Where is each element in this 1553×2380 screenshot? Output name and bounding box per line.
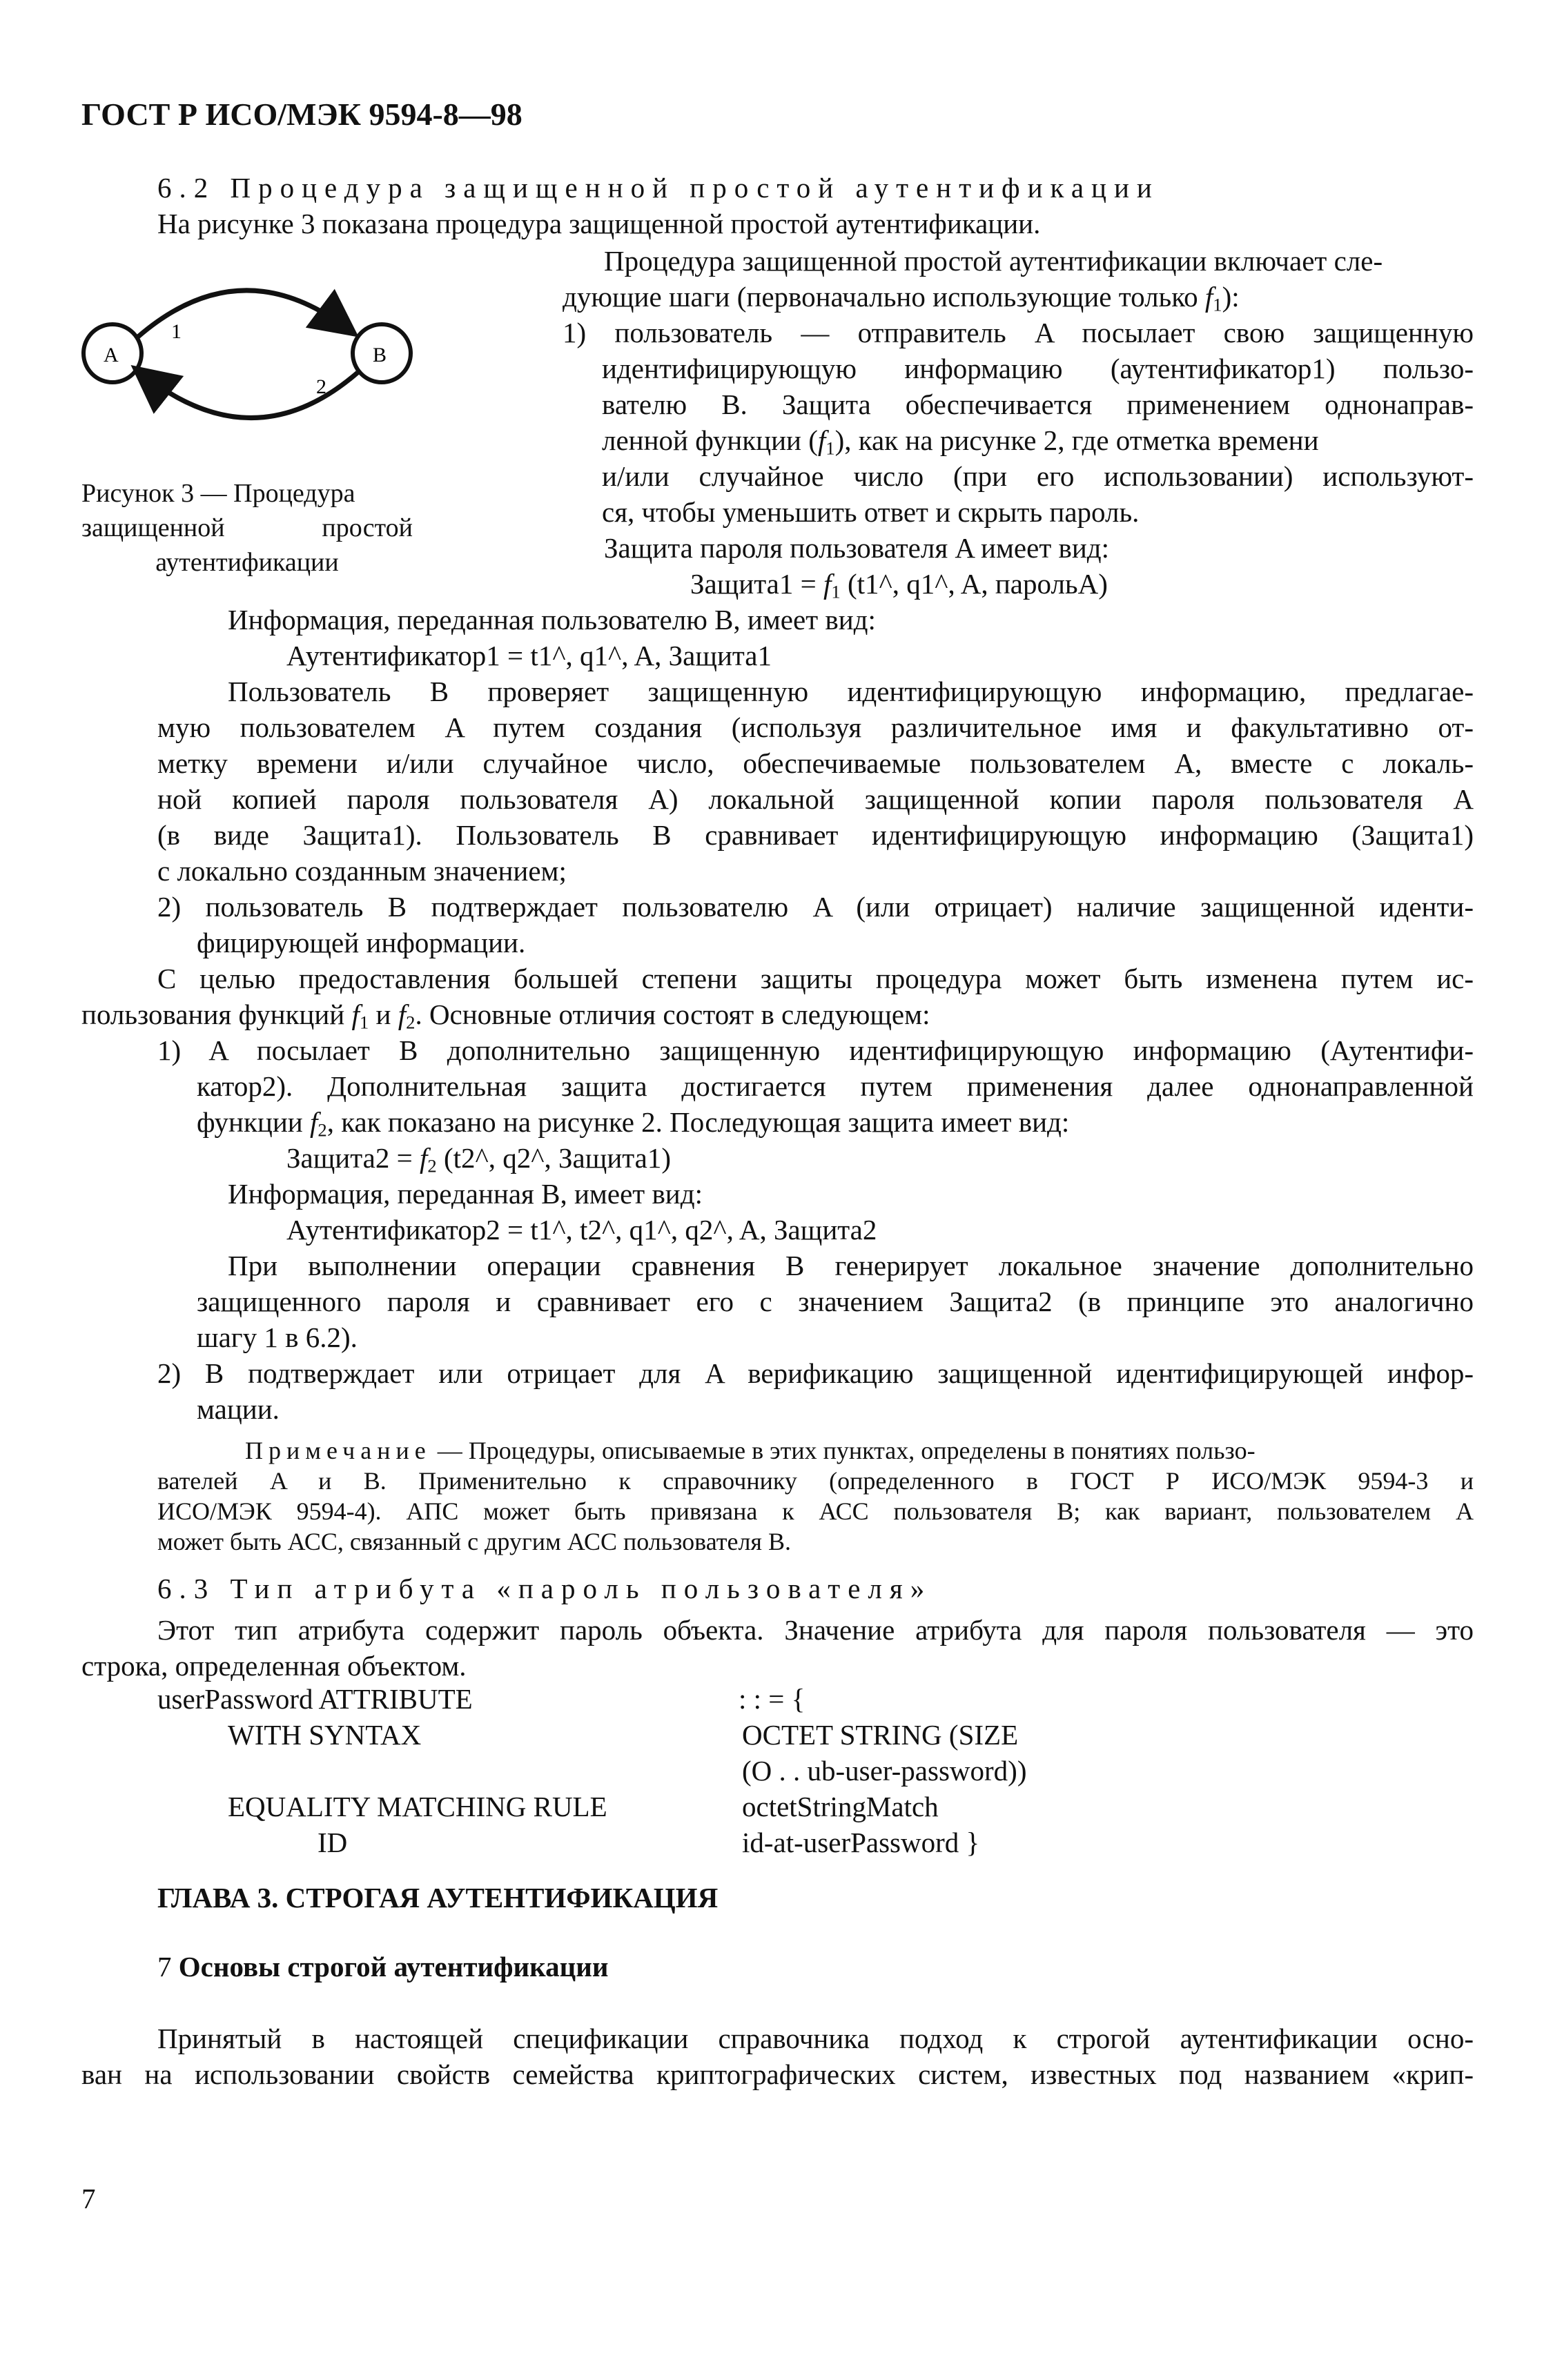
arrow-2-label: 2 <box>316 375 326 398</box>
func-f: f <box>398 999 407 1030</box>
asn-right: octetStringMatch <box>742 1791 939 1822</box>
section-6-2-heading: 6.2 Процедура защищенной простой аутентификации <box>157 172 1160 204</box>
asn-left: userPassword ATTRIBUTE <box>157 1683 473 1715</box>
note-line: вателей A и B. Применительно к справочнику (определенного в ГОСТ Р ИСО/МЭК 9594-3 и <box>157 1467 1474 1495</box>
text-line <box>81 996 930 1032</box>
node-b-label: B <box>373 344 387 366</box>
arrow-1 <box>138 291 347 337</box>
text-span: функции <box>197 1106 310 1138</box>
text-line: Принятый в настоящей спецификации справочника подход к строгой аутентификации осно- <box>157 2023 1474 2054</box>
text-line: мации. <box>197 1393 280 1425</box>
text-span: . Основные отличия состоят в следующем: <box>415 999 930 1030</box>
text-span: дующие шаги (первоначально использующие только <box>563 281 1205 313</box>
text-line: идентифицирующую информацию (аутентификатор1) пользо- <box>602 353 1474 384</box>
document-header: ГОСТ Р ИСО/МЭК 9594-8—98 <box>81 97 522 132</box>
text-line: ван на использовании свойств семейства криптографических систем, известных под названием «крип- <box>81 2058 1474 2090</box>
func-sub: 1 <box>831 581 841 602</box>
text-line: метку времени и/или случайное число, обеспечиваемые пользователем A, вместе с локаль- <box>157 747 1474 779</box>
text-line: Информация, переданная пользователю B, имеет вид: <box>228 604 876 636</box>
note-line: может быть АСС, связанный с другим АСС пользователя B. <box>157 1528 791 1555</box>
page-number: 7 <box>81 2183 96 2214</box>
asn-right: (O . . ub-user-password)) <box>742 1755 1027 1787</box>
figure-3-diagram <box>75 276 433 442</box>
chapter-3-heading: ГЛАВА 3. СТРОГАЯ АУТЕНТИФИКАЦИЯ <box>157 1882 719 1914</box>
caption-line: Рисунок 3 — Процедура <box>81 479 355 508</box>
text-line: Пользователь B проверяет защищенную идентифицирующую информацию, предлагае- <box>228 676 1474 707</box>
text-line: шагу 1 в 6.2). <box>197 1321 358 1353</box>
func-sub: 2 <box>406 1012 416 1033</box>
text-line: При выполнении операции сравнения B генерирует локальное значение дополнительно <box>228 1250 1474 1281</box>
text-line: ся, чтобы уменьшить ответ и скрыть пароль. <box>602 496 1140 528</box>
caption-line: аутентификации <box>155 548 339 577</box>
func-f: f <box>817 424 826 456</box>
text-span: ): <box>1222 281 1240 313</box>
section-7-heading <box>157 1949 608 1985</box>
func-f: f <box>823 568 832 600</box>
text-line: вателю B. Защита обеспечивается применением однонаправ- <box>602 389 1474 420</box>
formula-line <box>286 1140 671 1176</box>
text-span: и <box>369 999 398 1030</box>
func-f: f <box>420 1142 428 1174</box>
text-span: Основы строгой аутентификации <box>178 1951 609 1983</box>
text-line: Этот тип атрибута содержит пароль объекта. Значение атрибута для пароля пользователя — это <box>157 1614 1474 1646</box>
func-f: f <box>309 1106 318 1138</box>
text-line: защищенного пароля и сравнивает его с значением Защита2 (в принципе это аналогично <box>197 1286 1474 1317</box>
text-line: фицирующей информации. <box>197 927 526 958</box>
text-line <box>197 1104 1069 1140</box>
text-line: мую пользователем A путем создания (используя различительное имя и факультативно от- <box>157 711 1474 743</box>
func-sub: 2 <box>318 1119 327 1141</box>
text-line <box>602 422 1319 458</box>
section-6-2-intro: На рисунке 3 показана процедура защищенной простой аутентификации. <box>157 208 1041 239</box>
note-line <box>245 1435 1256 1466</box>
text-span: ), как на рисунке 2, где отметка времени <box>834 424 1319 456</box>
text-span: Защита1 = <box>690 568 823 600</box>
text-span: (t1^, q1^, A, парольA) <box>840 568 1108 600</box>
text-line: ной копией пароля пользователя A) локальной защищенной копии пароля пользователя A <box>157 783 1474 815</box>
text-span: ленной функции ( <box>602 424 818 456</box>
func-sub: 1 <box>359 1012 369 1033</box>
asn-left: EQUALITY MATCHING RULE <box>228 1791 607 1822</box>
text-line: строка, определенная объектом. <box>81 1650 467 1682</box>
text-line: Процедура защищенной простой аутентификации включает сле- <box>604 245 1383 277</box>
text-line: катор2). Дополнительная защита достигается путем применения далее однонаправленной <box>197 1070 1474 1102</box>
text-span: , как показано на рисунке 2. Последующая защита имеет вид: <box>326 1106 1070 1138</box>
func-sub: 2 <box>427 1155 437 1177</box>
asn-left: WITH SYNTAX <box>228 1719 422 1751</box>
asn-right: OCTET STRING (SIZE <box>742 1719 1019 1751</box>
func-sub: 1 <box>1213 294 1222 315</box>
note-label: Примечание <box>245 1437 431 1464</box>
node-a-label: A <box>104 344 119 366</box>
note-line: ИСО/МЭК 9594-4). АПС может быть привязана к АСС пользователя B; как вариант, пользователем A <box>157 1497 1474 1525</box>
text-line: Информация, переданная B, имеет вид: <box>228 1178 703 1210</box>
caption-line: защищенной простой <box>81 513 413 542</box>
text-span: пользования функций <box>81 999 352 1030</box>
func-sub: 1 <box>826 437 835 459</box>
text-line: Защита пароля пользователя A имеет вид: <box>604 532 1110 564</box>
formula-line: Аутентификатор1 = t1^, q1^, A, Защита1 <box>286 640 772 671</box>
asn-right: id-at-userPassword } <box>742 1827 980 1858</box>
text-line: 1) пользователь — отправитель A посылает свою защищенную <box>563 317 1474 348</box>
func-f: f <box>1204 281 1213 313</box>
text-span: Защита2 = <box>286 1142 420 1174</box>
text-line: С целью предоставления большей степени защиты процедура может быть изменена путем ис- <box>157 963 1474 994</box>
text-span: (t2^, q2^, Защита1) <box>436 1142 672 1174</box>
arrow-1-label: 1 <box>171 320 182 343</box>
formula-line: Аутентификатор2 = t1^, t2^, q1^, q2^, A, Защита2 <box>286 1214 877 1246</box>
text-line: 2) пользователь B подтверждает пользователю A (или отрицает) наличие защищенной иденти- <box>157 891 1474 923</box>
text-line: и/или случайное число (при его использовании) используют- <box>602 460 1474 492</box>
asn-left: ID <box>318 1827 348 1858</box>
text-line: 1) A посылает B дополнительно защищенную идентифицирующую информацию (Аутентифи- <box>157 1034 1474 1066</box>
text-span: — Процедуры, описываемые в этих пунктах, определены в понятиях пользо- <box>431 1437 1256 1464</box>
section-6-3-heading: 6.3 Тип атрибута «пароль пользователя» <box>157 1573 932 1604</box>
text-line: с локально созданным значением; <box>157 855 567 887</box>
formula-line <box>690 566 1108 602</box>
asn-right: : : = { <box>739 1683 805 1715</box>
text-span: 7 <box>157 1951 179 1983</box>
text-line: (в виде Защита1). Пользователь B сравнивает идентифицирующую информацию (Защита1) <box>157 819 1474 851</box>
text-line <box>563 279 1240 315</box>
figure-3-caption <box>81 476 413 580</box>
text-line: 2) B подтверждает или отрицает для A верификацию защищенной идентифицирующей инфор- <box>157 1357 1474 1389</box>
func-f: f <box>351 999 360 1030</box>
